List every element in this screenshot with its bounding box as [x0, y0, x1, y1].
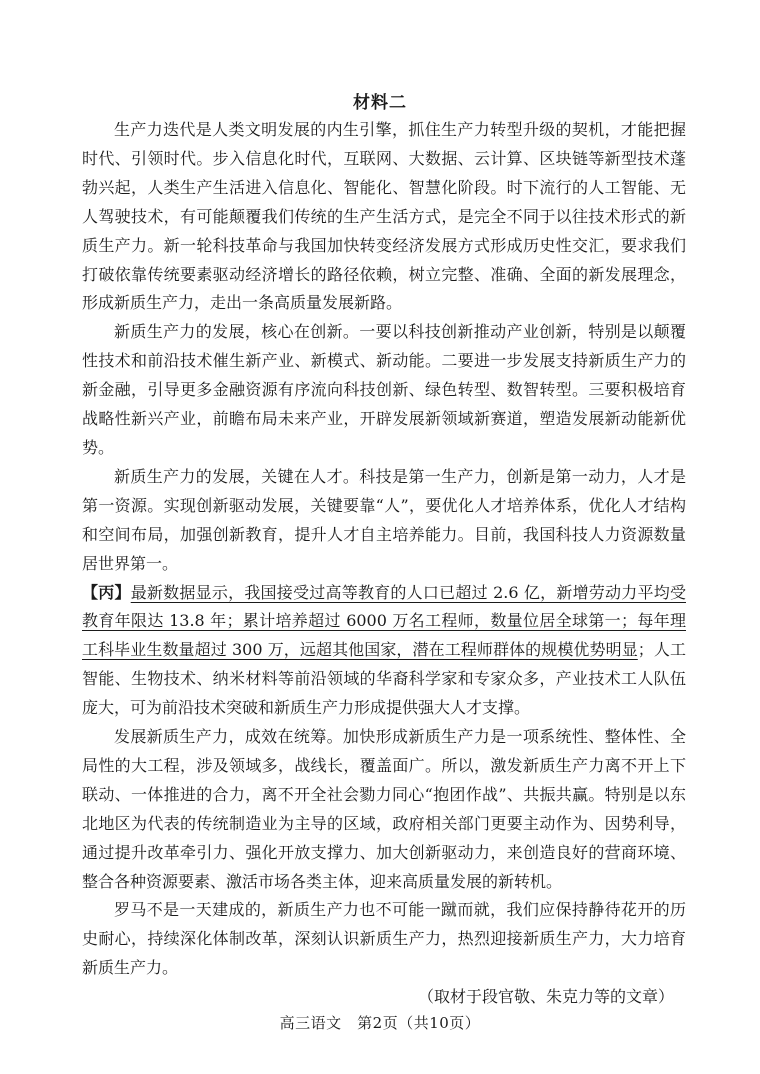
- bing-marker: 【丙】: [82, 582, 131, 602]
- marked-para-rest: ；人工智能、生物技术、纳米材料等前沿领域的华裔科学家和专家众多，产业技术工人队伍庞大，可为前沿技术突破和新质生产力形成提供强大人才支撑。: [82, 640, 686, 718]
- paragraph-6: 罗马不是一天建成的，新质生产力也不可能一蹴而就，我们应保持静待花开的历史耐心，持续深化体制改革，深刻认识新质生产力，热烈迎接新质生产力，大力培育新质生产力。: [82, 900, 686, 978]
- source-attribution: （取材于段官敬、朱克力等的文章）: [417, 987, 674, 1007]
- paragraph-marked-bing: [82, 579, 686, 724]
- material-title: 材料二: [353, 93, 407, 113]
- paragraph-3: 新质生产力的发展，关键在人才。科技是第一生产力，创新是第一动力，人才是第一资源。实现创新驱动发展，关键要靠“人”，要优化人才培养体系，优化人才结构和空间布局，加强创新教育，提升人才自主培养能力。目前，我国科技人力资源数量居世界第一。: [82, 466, 686, 573]
- paragraph-5: 发展新质生产力，成效在统筹。加快形成新质生产力是一项系统性、整体性、全局性的大工程，涉及领域多，战线长，覆盖面广。所以，激发新质生产力离不开上下联动、一体推进的合力，离不开全社会勠力同心“抱团作战”、共振共赢。特别是以东北地区为代表的传统制造业为主导的区域，政府相关部门更要主动作为、因势利导，通过提升改革牵引力、强化开放支撑力、加大创新驱动力，来创造良好的营商环境、整合各种资源要素、激活市场各类主体，迎来高质量发展的新转机。: [82, 727, 686, 891]
- underlined-passage: 最新数据显示，我国接受过高等教育的人口已超过 2.6 亿，新增劳动力平均受教育年限达 13.8 年；累计培养超过 6000 万名工程师，数量位居全球第一；每年理工科毕业生数量超过 300 万，远超其他国家，潜在工程师群体的规模优势明显: [82, 582, 686, 660]
- paragraph-1: 生产力迭代是人类文明发展的内生引擎，抓住生产力转型升级的契机，才能把握时代、引领时代。步入信息化时代，互联网、大数据、云计算、区块链等新型技术蓬勃兴起，人类生产生活进入信息化、智能化、智慧化阶段。时下流行的人工智能、无人驾驶技术，有可能颠覆我们传统的生产生活方式，是完全不同于以往技术形式的新质生产力。新一轮科技革命与我国加快转变经济发展方式形成历史性交汇，要求我们打破依靠传统要素驱动经济增长的路径依赖，树立完整、准确、全面的新发展理念，形成新质生产力，走出一条高质量发展新路。: [82, 120, 686, 313]
- paragraph-2: 新质生产力的发展，核心在创新。一要以科技创新推动产业创新，特别是以颠覆性技术和前沿技术催生新产业、新模式、新动能。二要进一步发展支持新质生产力的新金融，引导更多金融资源有序流向科技创新、绿色转型、数智转型。三要积极培育战略性新兴产业，前瞻布局未来产业，开辟发展新领域新赛道，塑造发展新动能新优势。: [82, 322, 686, 457]
- page-footer: 高三语文 第2页（共10页）: [279, 1014, 481, 1032]
- article-body: [82, 116, 686, 1012]
